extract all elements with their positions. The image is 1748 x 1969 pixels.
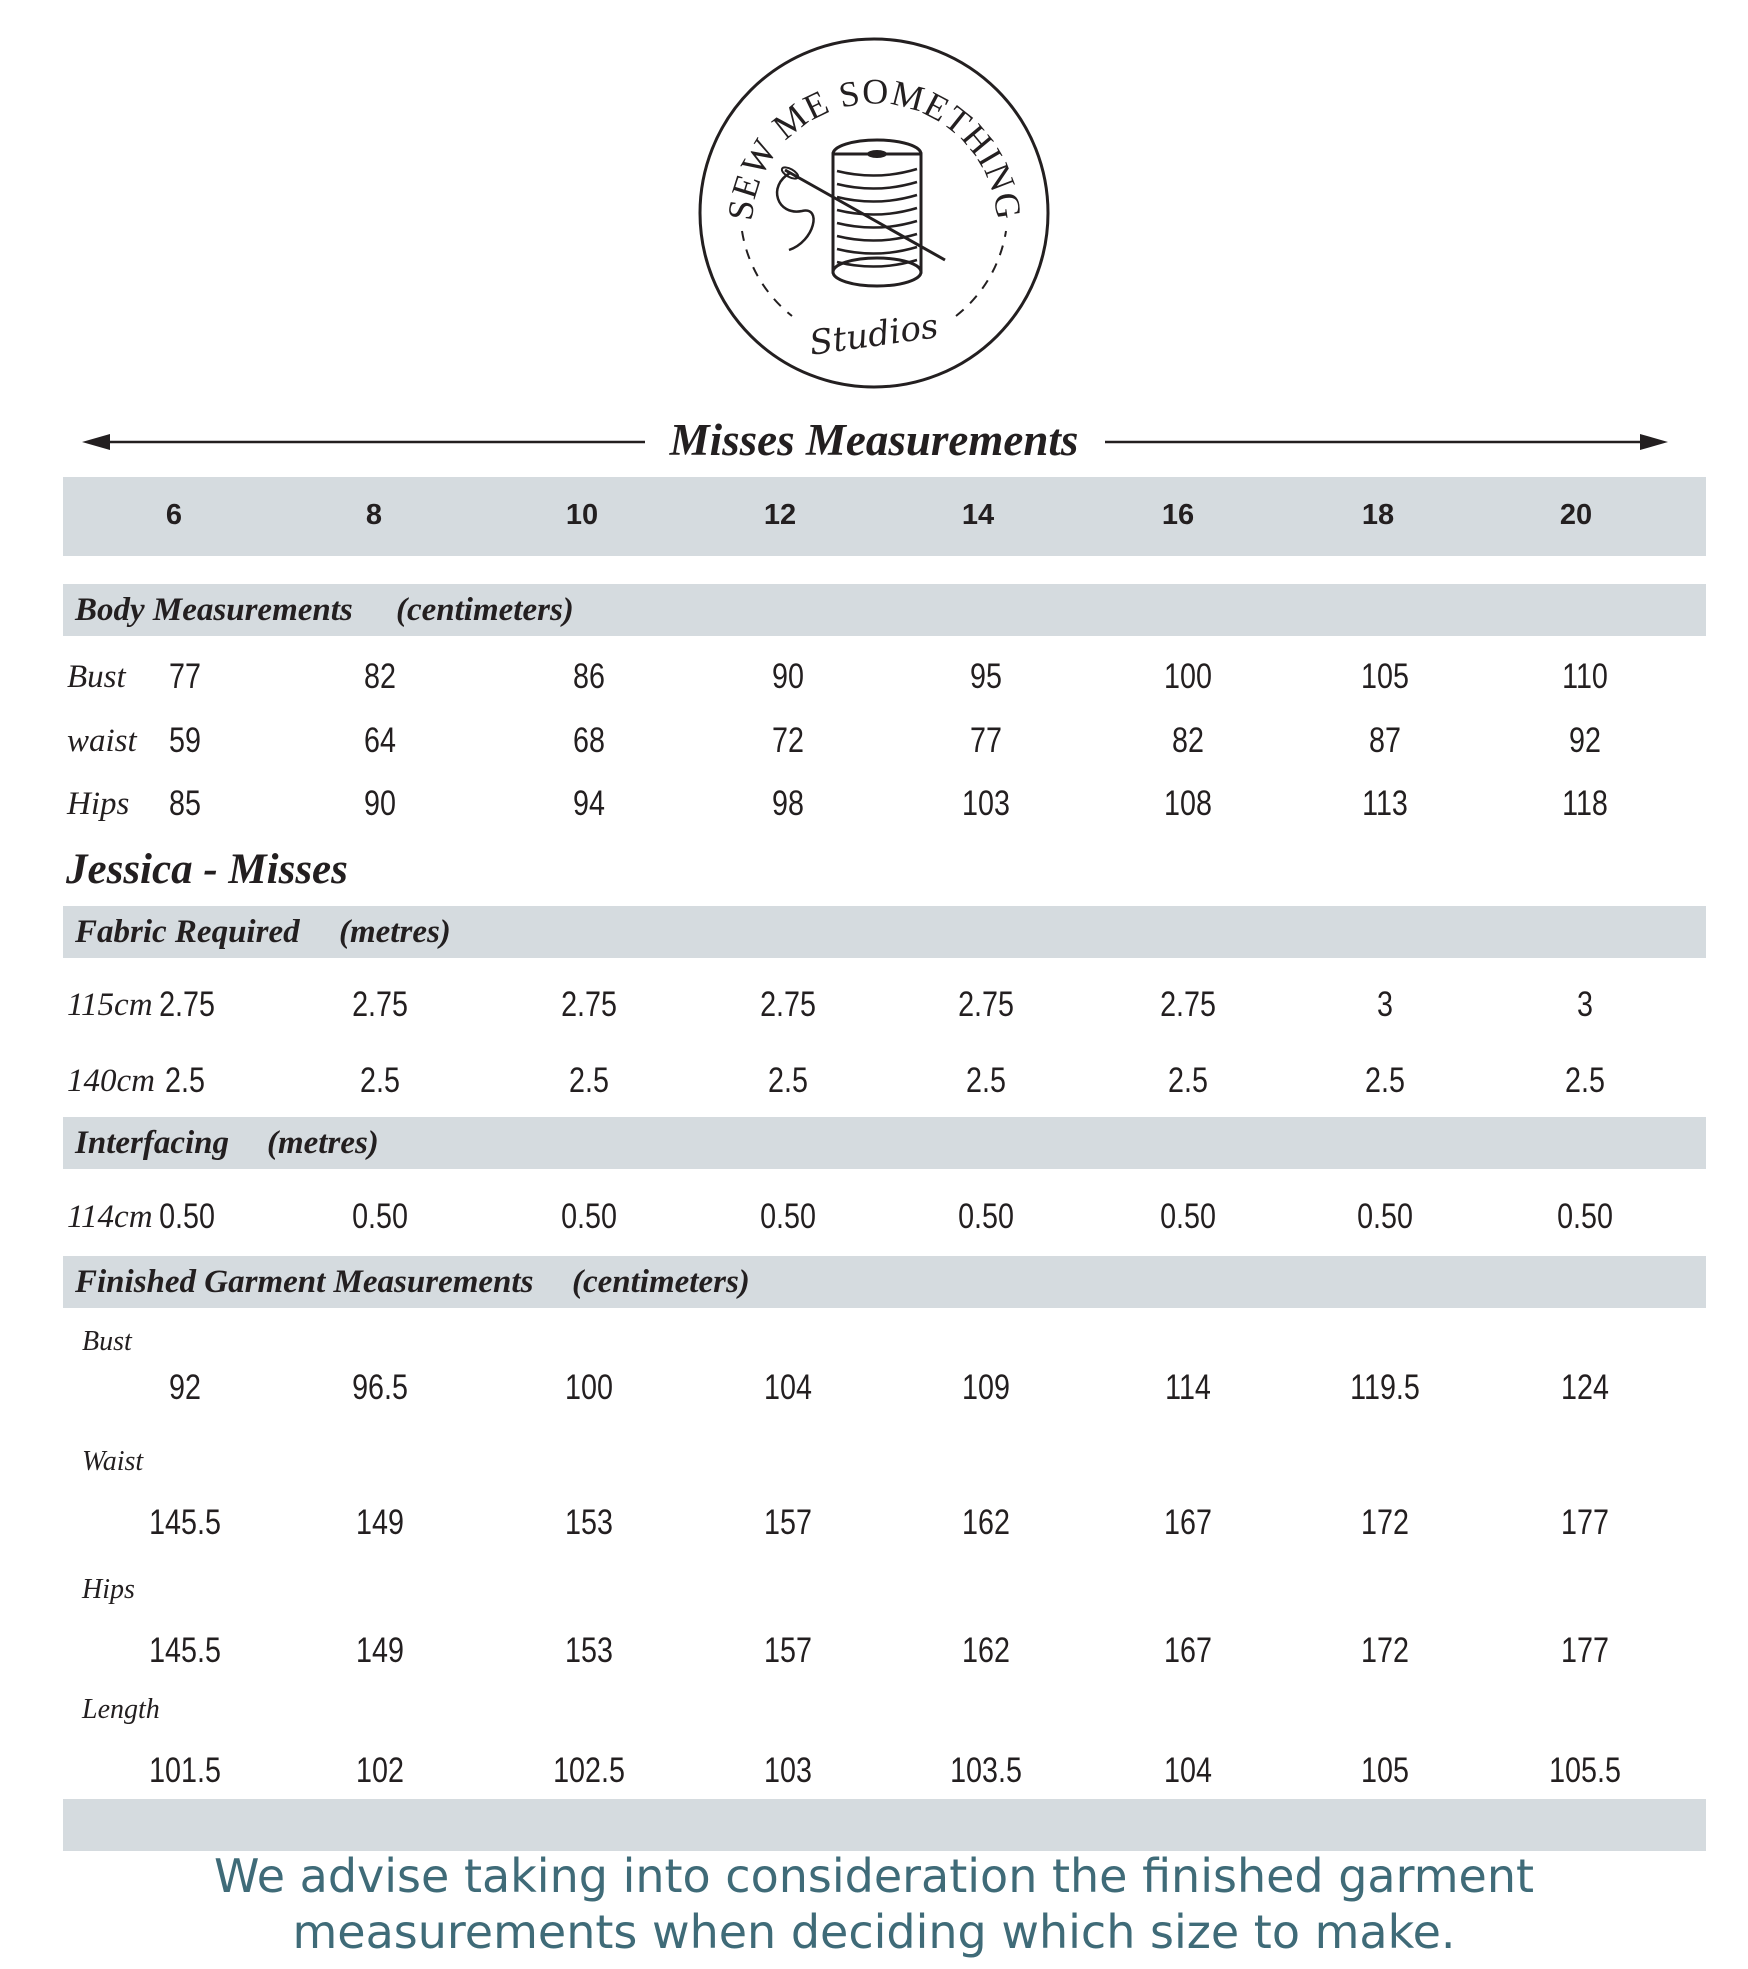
row-label: 140cm — [67, 1063, 155, 1099]
table-cell: 103 — [962, 784, 1010, 823]
table-cell: 103 — [764, 1751, 812, 1790]
table-cell: 2.5 — [569, 1061, 609, 1100]
section-label: Fabric Required — [75, 914, 300, 950]
table-cell: 105 — [1361, 1751, 1409, 1790]
table-row — [0, 1056, 1748, 1106]
table-cell: 77 — [169, 657, 201, 696]
table-cell: 82 — [364, 657, 396, 696]
table-row — [0, 1192, 1748, 1242]
table-cell: 90 — [772, 657, 804, 696]
table-cell: 2.5 — [360, 1061, 400, 1100]
title-row — [0, 405, 1748, 475]
table-cell: 59 — [169, 721, 201, 760]
section-band-fabric — [63, 906, 1706, 958]
table-cell: 2.5 — [1365, 1061, 1405, 1100]
table-cell: 157 — [764, 1503, 812, 1542]
size-label: 6 — [165, 499, 183, 531]
table-cell: 162 — [962, 1631, 1010, 1670]
table-cell: 114 — [1165, 1368, 1211, 1407]
table-cell: 105.5 — [1549, 1751, 1621, 1790]
brand-logo — [697, 36, 1051, 390]
section-band-interfacing — [63, 1117, 1706, 1169]
table-cell: 95 — [970, 657, 1002, 696]
table-cell: 72 — [772, 721, 804, 760]
pattern-title: Jessica - Misses — [66, 846, 348, 893]
table-cell: 110 — [1562, 657, 1608, 696]
table-cell: 108 — [1164, 784, 1212, 823]
table-cell: 109 — [962, 1368, 1010, 1407]
section-unit: (metres) — [267, 1125, 379, 1161]
table-cell: 94 — [573, 784, 605, 823]
table-cell: 153 — [565, 1503, 613, 1542]
bottom-band — [63, 1799, 1706, 1851]
table-cell: 2.5 — [1168, 1061, 1208, 1100]
table-cell: 119.5 — [1350, 1368, 1420, 1407]
table-cell: 102 — [356, 1751, 404, 1790]
table-cell: 98 — [772, 784, 804, 823]
table-cell: 162 — [962, 1503, 1010, 1542]
table-cell: 167 — [1164, 1503, 1212, 1542]
size-label: 10 — [565, 499, 599, 531]
row-label: Waist — [82, 1446, 144, 1477]
table-cell: 145.5 — [149, 1503, 221, 1542]
table-cell: 105 — [1361, 657, 1409, 696]
logo-bottom-text: Studios — [806, 306, 941, 364]
table-cell: 0.50 — [760, 1197, 816, 1236]
table-row — [0, 652, 1748, 702]
table-cell: 149 — [356, 1503, 404, 1542]
section-band-body — [63, 584, 1706, 636]
table-cell: 0.50 — [352, 1197, 408, 1236]
table-cell: 2.75 — [352, 985, 408, 1024]
row-label: Length — [82, 1694, 160, 1725]
table-row — [0, 1363, 1748, 1413]
section-label: Interfacing — [75, 1125, 230, 1161]
table-cell: 104 — [764, 1368, 812, 1407]
table-cell: 2.5 — [1565, 1061, 1605, 1100]
size-label: 18 — [1361, 499, 1395, 531]
size-header — [63, 477, 1706, 556]
table-cell: 2.75 — [159, 985, 215, 1024]
table-cell: 149 — [356, 1631, 404, 1670]
section-unit: (centimeters) — [396, 592, 574, 628]
size-label: 12 — [763, 499, 797, 531]
footer-note-line-2: measurements when deciding which size to make. — [292, 1905, 1456, 1959]
section-band-finished — [63, 1256, 1706, 1308]
table-cell: 3 — [1377, 985, 1393, 1024]
table-cell: 92 — [169, 1368, 201, 1407]
table-cell: 101.5 — [149, 1751, 221, 1790]
row-label: 114cm — [67, 1199, 153, 1235]
table-row — [0, 1498, 1748, 1548]
row-label: 115cm — [67, 987, 153, 1023]
table-cell: 172 — [1361, 1503, 1409, 1542]
size-label: 16 — [1161, 499, 1195, 531]
table-cell: 0.50 — [1557, 1197, 1613, 1236]
table-cell: 100 — [565, 1368, 613, 1407]
table-cell: 153 — [565, 1631, 613, 1670]
table-cell: 177 — [1561, 1503, 1609, 1542]
logo-arc-text: SEW ME SOMETHING — [719, 71, 1030, 223]
table-row — [0, 980, 1748, 1030]
table-cell: 0.50 — [159, 1197, 215, 1236]
table-cell: 103.5 — [950, 1751, 1022, 1790]
table-cell: 77 — [970, 721, 1002, 760]
row-label: Bust — [82, 1326, 132, 1357]
section-unit: (metres) — [339, 914, 451, 950]
table-cell: 0.50 — [561, 1197, 617, 1236]
table-cell: 68 — [573, 721, 605, 760]
table-cell: 2.5 — [768, 1061, 808, 1100]
table-cell: 2.75 — [958, 985, 1014, 1024]
table-cell: 0.50 — [1357, 1197, 1413, 1236]
table-cell: 118 — [1562, 784, 1608, 823]
table-cell: 3 — [1577, 985, 1593, 1024]
table-cell: 113 — [1362, 784, 1408, 823]
table-cell: 64 — [364, 721, 396, 760]
section-label: Body Measurements — [75, 592, 353, 628]
table-cell: 82 — [1172, 721, 1204, 760]
size-label: 8 — [365, 499, 383, 531]
table-cell: 92 — [1569, 721, 1601, 760]
table-cell: 102.5 — [553, 1751, 625, 1790]
table-cell: 177 — [1561, 1631, 1609, 1670]
table-cell: 172 — [1361, 1631, 1409, 1670]
footer-note-line-1: We advise taking into consideration the finished garment — [213, 1849, 1535, 1903]
table-cell: 100 — [1164, 657, 1212, 696]
table-cell: 2.75 — [760, 985, 816, 1024]
table-cell: 86 — [573, 657, 605, 696]
table-cell: 2.5 — [966, 1061, 1006, 1100]
page-title: Misses Measurements — [669, 415, 1079, 465]
table-cell: 124 — [1561, 1368, 1609, 1407]
table-cell: 87 — [1369, 721, 1401, 760]
table-cell: 104 — [1164, 1751, 1212, 1790]
row-label: Hips — [82, 1574, 135, 1605]
table-row — [0, 716, 1748, 766]
section-unit: (centimeters) — [572, 1264, 750, 1300]
table-cell: 157 — [764, 1631, 812, 1670]
table-cell: 2.75 — [1160, 985, 1216, 1024]
row-label: Hips — [67, 786, 130, 822]
table-cell: 96.5 — [352, 1368, 408, 1407]
table-cell: 145.5 — [149, 1631, 221, 1670]
table-cell: 85 — [169, 784, 201, 823]
table-cell: 0.50 — [1160, 1197, 1216, 1236]
table-cell: 0.50 — [958, 1197, 1014, 1236]
thread-spool-needle-icon — [777, 140, 945, 286]
size-label: 20 — [1559, 499, 1593, 531]
table-cell: 2.75 — [561, 985, 617, 1024]
table-cell: 167 — [1164, 1631, 1212, 1670]
section-label: Finished Garment Measurements — [75, 1264, 534, 1300]
table-cell: 90 — [364, 784, 396, 823]
table-cell: 2.5 — [165, 1061, 205, 1100]
row-label: Bust — [67, 659, 126, 695]
row-label: waist — [67, 723, 137, 759]
table-row — [0, 1746, 1748, 1796]
table-row — [0, 779, 1748, 829]
size-label: 14 — [961, 499, 995, 531]
table-row — [0, 1626, 1748, 1676]
